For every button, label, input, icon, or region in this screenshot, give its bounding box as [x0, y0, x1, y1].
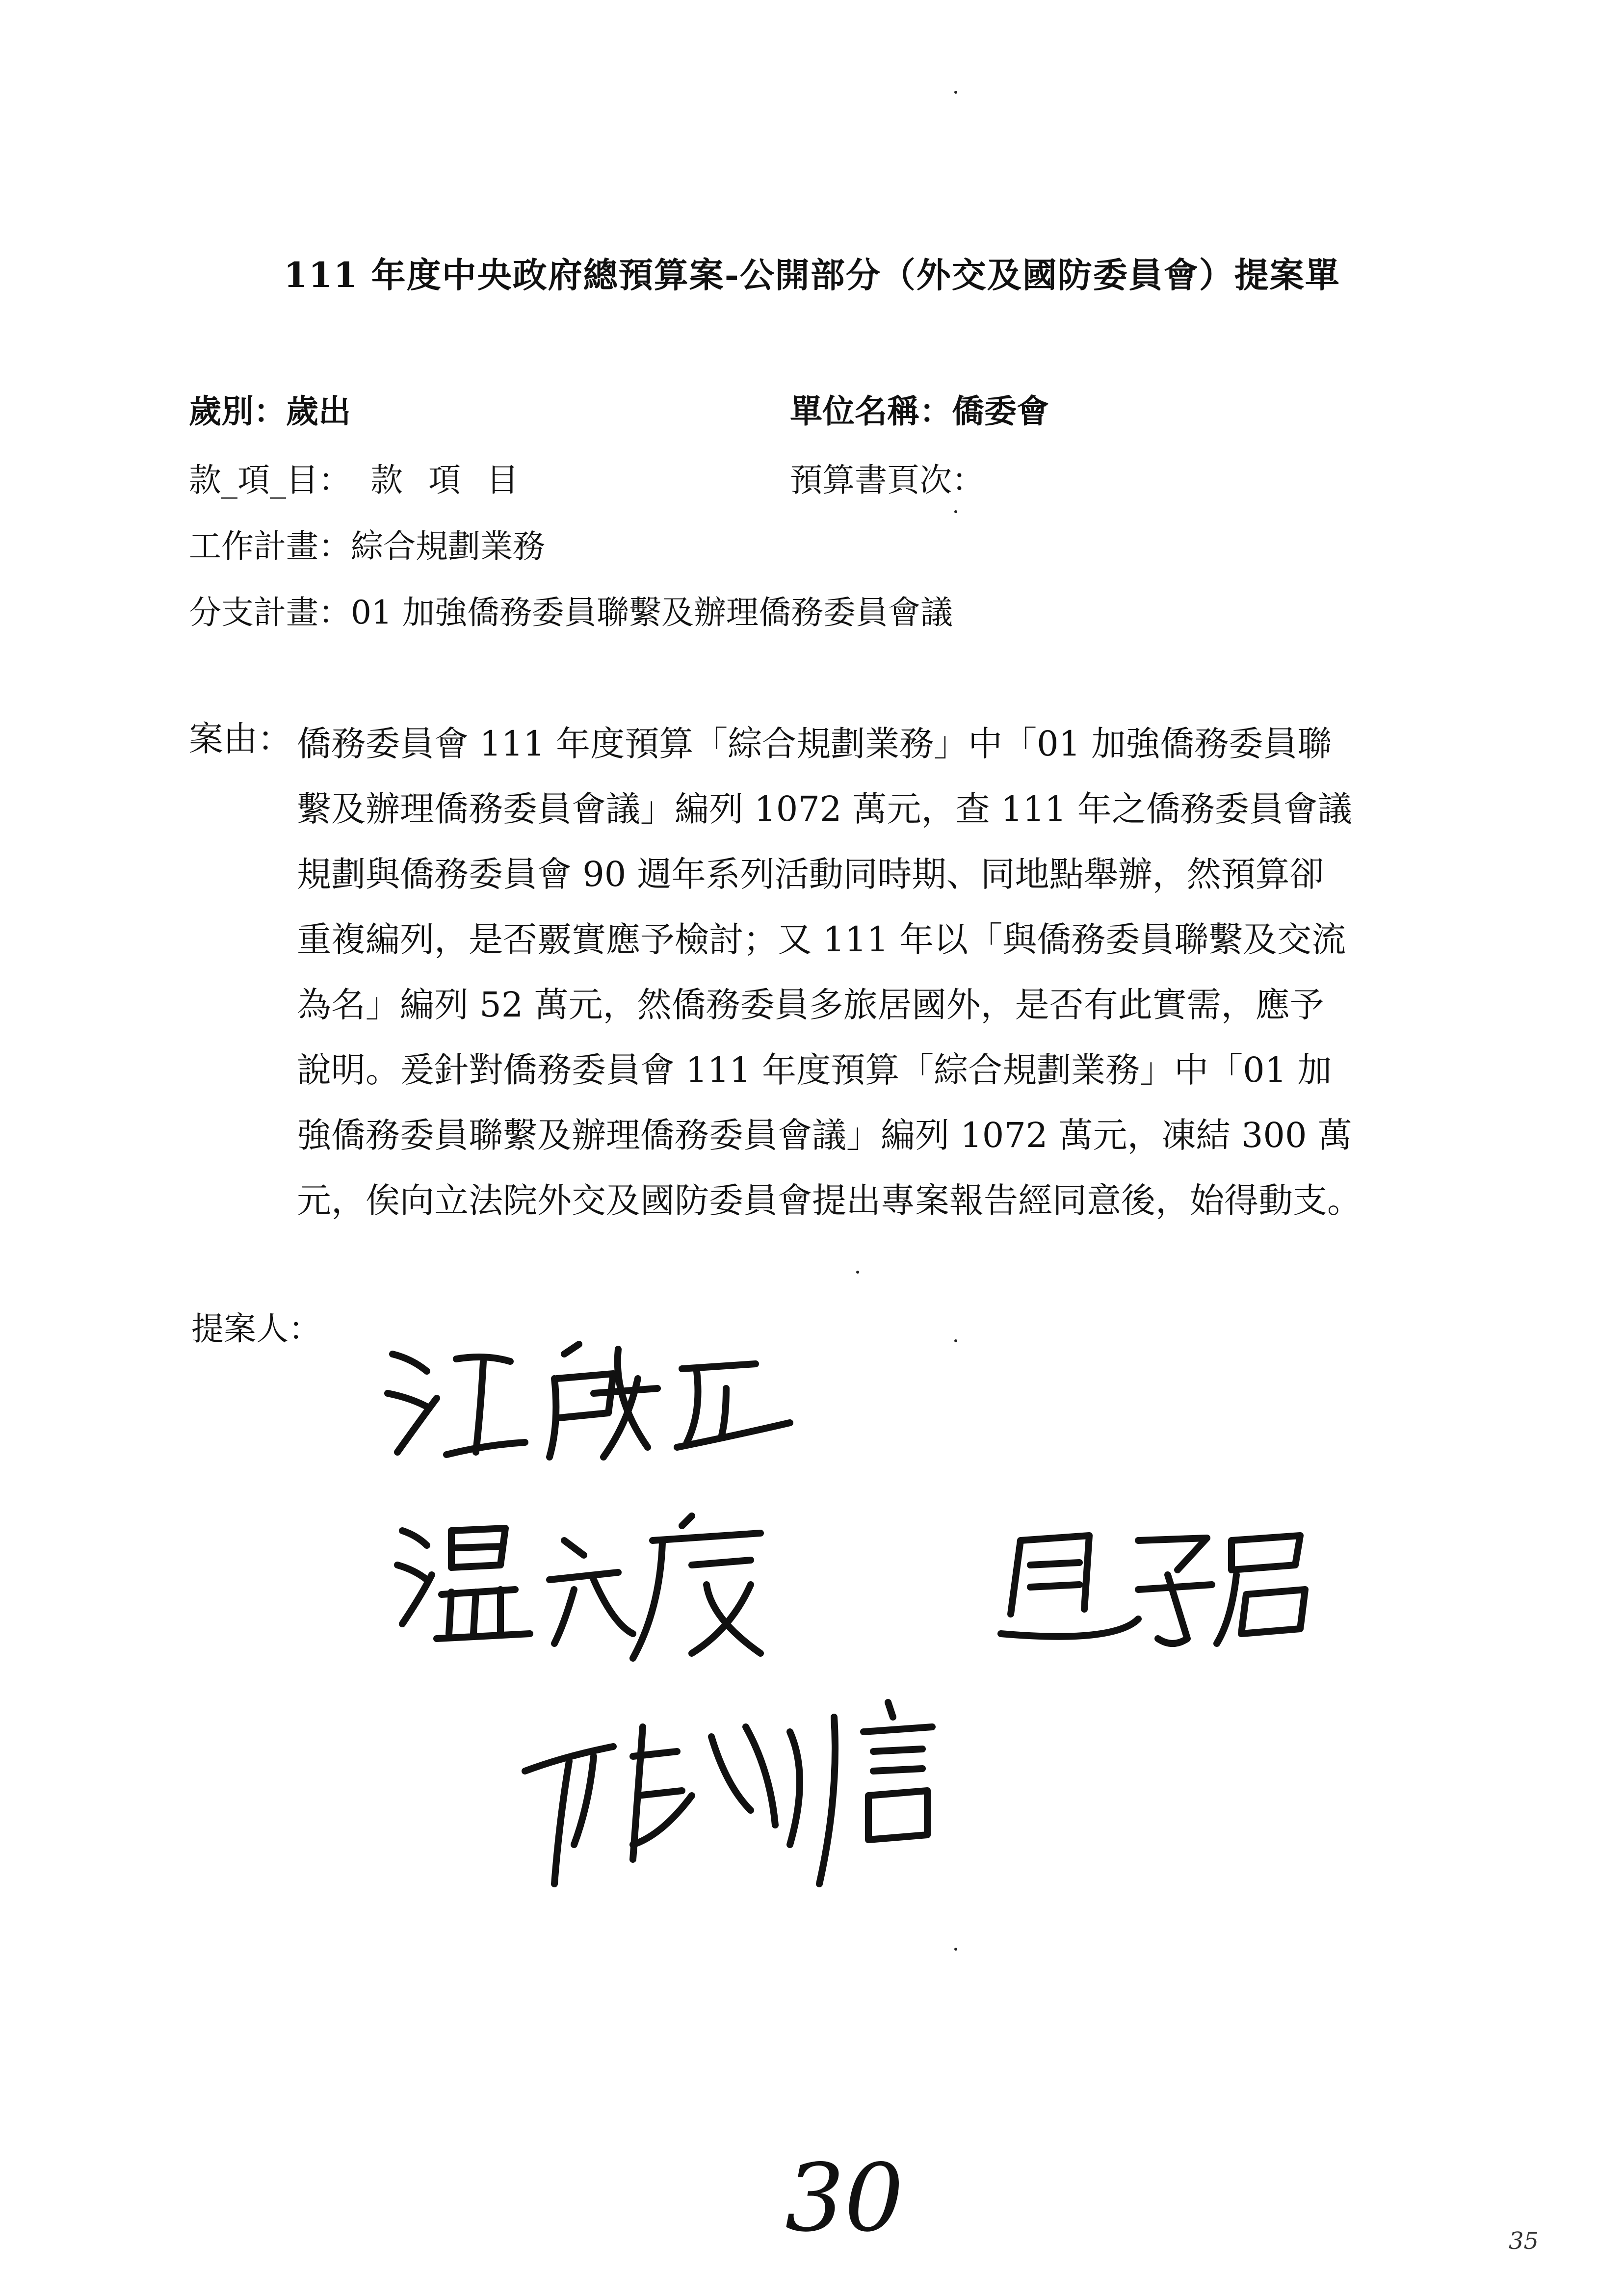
page-number: 30	[785, 2144, 904, 2252]
case-line: 為名」編列 52 萬元，然僑務委員多旅居國外，是否有此實需，應予	[297, 985, 1324, 1025]
case-line: 僑務委員會 111 年度預算「綜合規劃業務」中「01 加強僑務委員聯	[297, 724, 1332, 764]
handwritten-signature	[991, 1511, 1344, 1668]
page-ref-field	[790, 454, 984, 500]
case-line: 元，俟向立法院外交及國防委員會提出專案報告經同意後，始得動支。	[297, 1180, 1362, 1221]
case-body	[297, 711, 1445, 1233]
category-label: 歲別：	[189, 392, 286, 430]
proposer-label: 提案人：	[191, 1310, 321, 1348]
sub-plan-value: 01 加強僑務委員聯繫及辦理僑務委員會議	[351, 594, 953, 631]
document-title: 111 年度中央政府總預算案-公開部分（外交及國防委員會）提案單	[284, 255, 1340, 295]
corner-number: 35	[1509, 2227, 1539, 2255]
unit-value: 僑委會	[952, 392, 1049, 430]
sub-plan-field	[189, 586, 953, 633]
page-ref-label: 預算書頁次：	[790, 461, 984, 499]
scan-speck	[954, 510, 957, 513]
scan-speck	[856, 1271, 859, 1274]
case-line: 繫及辦理僑務委員會議」編列 1072 萬元，查 111 年之僑務委員會議	[297, 789, 1352, 829]
handwritten-signature	[388, 1511, 829, 1668]
handwritten-signature	[383, 1325, 849, 1472]
work-plan-label: 工作計畫：	[189, 527, 351, 565]
work-plan-value: 綜合規劃業務	[351, 527, 545, 565]
case-line: 強僑務委員聯繫及辦理僑務委員會議」編列 1072 萬元，凍結 300 萬	[297, 1115, 1352, 1155]
unit-field	[790, 385, 1049, 432]
category-field	[189, 385, 351, 432]
case-line: 重複編列，是否覈實應予檢討；又 111 年以「與僑務委員聯繫及交流	[297, 919, 1346, 960]
scan-speck	[954, 1339, 957, 1342]
unit-label: 單位名稱：	[790, 392, 952, 430]
handwritten-signature	[515, 1697, 981, 1904]
category-value: 歲出	[286, 392, 351, 430]
case-label: 案由：	[189, 719, 292, 759]
section-field	[189, 454, 544, 500]
scan-speck	[954, 1948, 957, 1951]
case-line: 規劃與僑務委員會 90 週年系列活動同時期、同地點舉辦，然預算卻	[297, 854, 1324, 894]
work-plan-field	[189, 520, 545, 567]
section-value: 款項目	[370, 461, 544, 499]
section-label: 款_項_目：	[189, 461, 351, 499]
scan-speck	[954, 91, 957, 94]
sub-plan-label: 分支計畫：	[189, 594, 351, 631]
case-line: 說明。爰針對僑務委員會 111 年度預算「綜合規劃業務」中「01 加	[297, 1050, 1332, 1090]
